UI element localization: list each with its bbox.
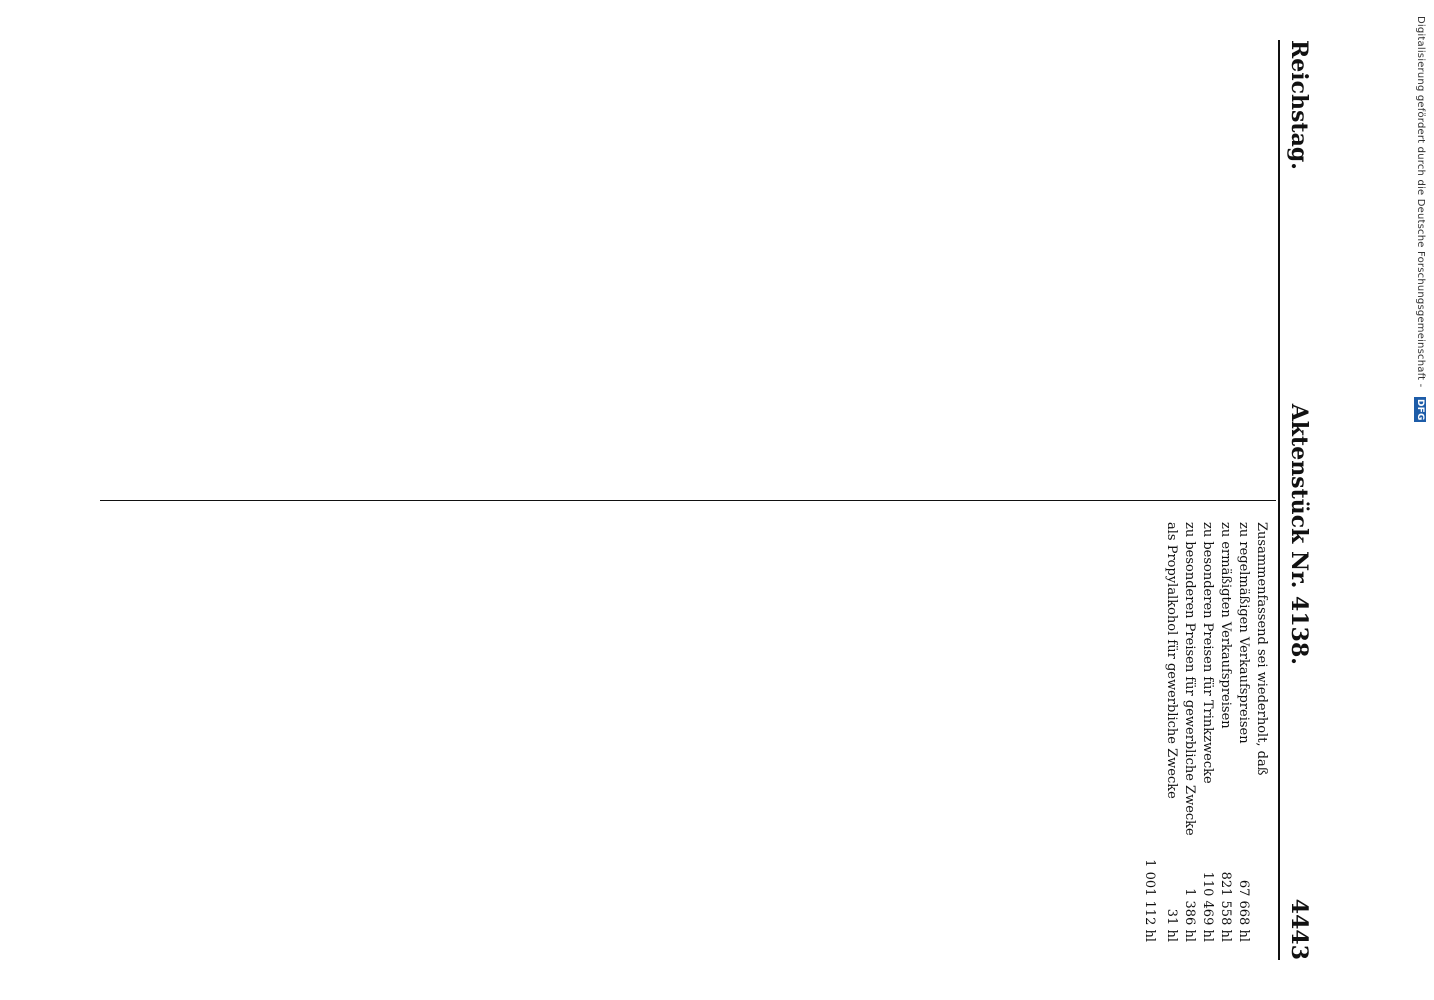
digitization-note: [1414, 16, 1426, 422]
summary-row: [1162, 522, 1180, 942]
summary-row: [1198, 522, 1216, 942]
summary-row: [1216, 522, 1234, 942]
column-divider: [100, 500, 1276, 501]
page-title: Aktenstück Nr. 4138.: [1286, 403, 1312, 665]
page-number: 4443: [1286, 898, 1312, 960]
summary-row: [1234, 522, 1252, 942]
summary-row-label: als Propylalkohol für gewerbliche Zwecke: [1164, 522, 1179, 799]
summary-row-value: 67 668 hl: [1236, 879, 1251, 942]
summary-row-value: 821 558 hl: [1218, 871, 1233, 942]
summary-table: [1140, 522, 1270, 942]
summary-row-label: zu regelmäßigen Verkaufspreisen: [1236, 522, 1251, 744]
summary-row-value: 110 469 hl: [1200, 871, 1215, 942]
summary-total: [1140, 522, 1158, 942]
summary-row-label: zu besonderen Preisen für gewerbliche Zwecke: [1182, 522, 1197, 836]
digitization-note-text: Digitalisierung gefördert durch die Deutsche Forschungsgemeinschaft -: [1415, 16, 1426, 388]
summary-intro: Zusammenfassend sei wiederholt, daß: [1254, 522, 1269, 776]
summary-row-label: zu ermäßigten Verkaufspreisen: [1218, 522, 1233, 729]
document-page: [80, 22, 1340, 978]
summary-row-value: 1 386 hl: [1182, 888, 1197, 942]
dfg-logo: DFG: [1415, 398, 1425, 421]
summary-row: [1180, 522, 1198, 942]
page-sheet: [80, 22, 1340, 978]
summary-rows: [1162, 522, 1252, 942]
summary-row-value: 31 hl: [1164, 908, 1179, 942]
page-header: [1278, 40, 1326, 960]
summary-total-value: 1 001 112 hl: [1142, 859, 1157, 942]
summary-row-label: zu besonderen Preisen für Trinkzwecke: [1200, 522, 1215, 784]
header-left: Reichstag.: [1286, 40, 1312, 170]
